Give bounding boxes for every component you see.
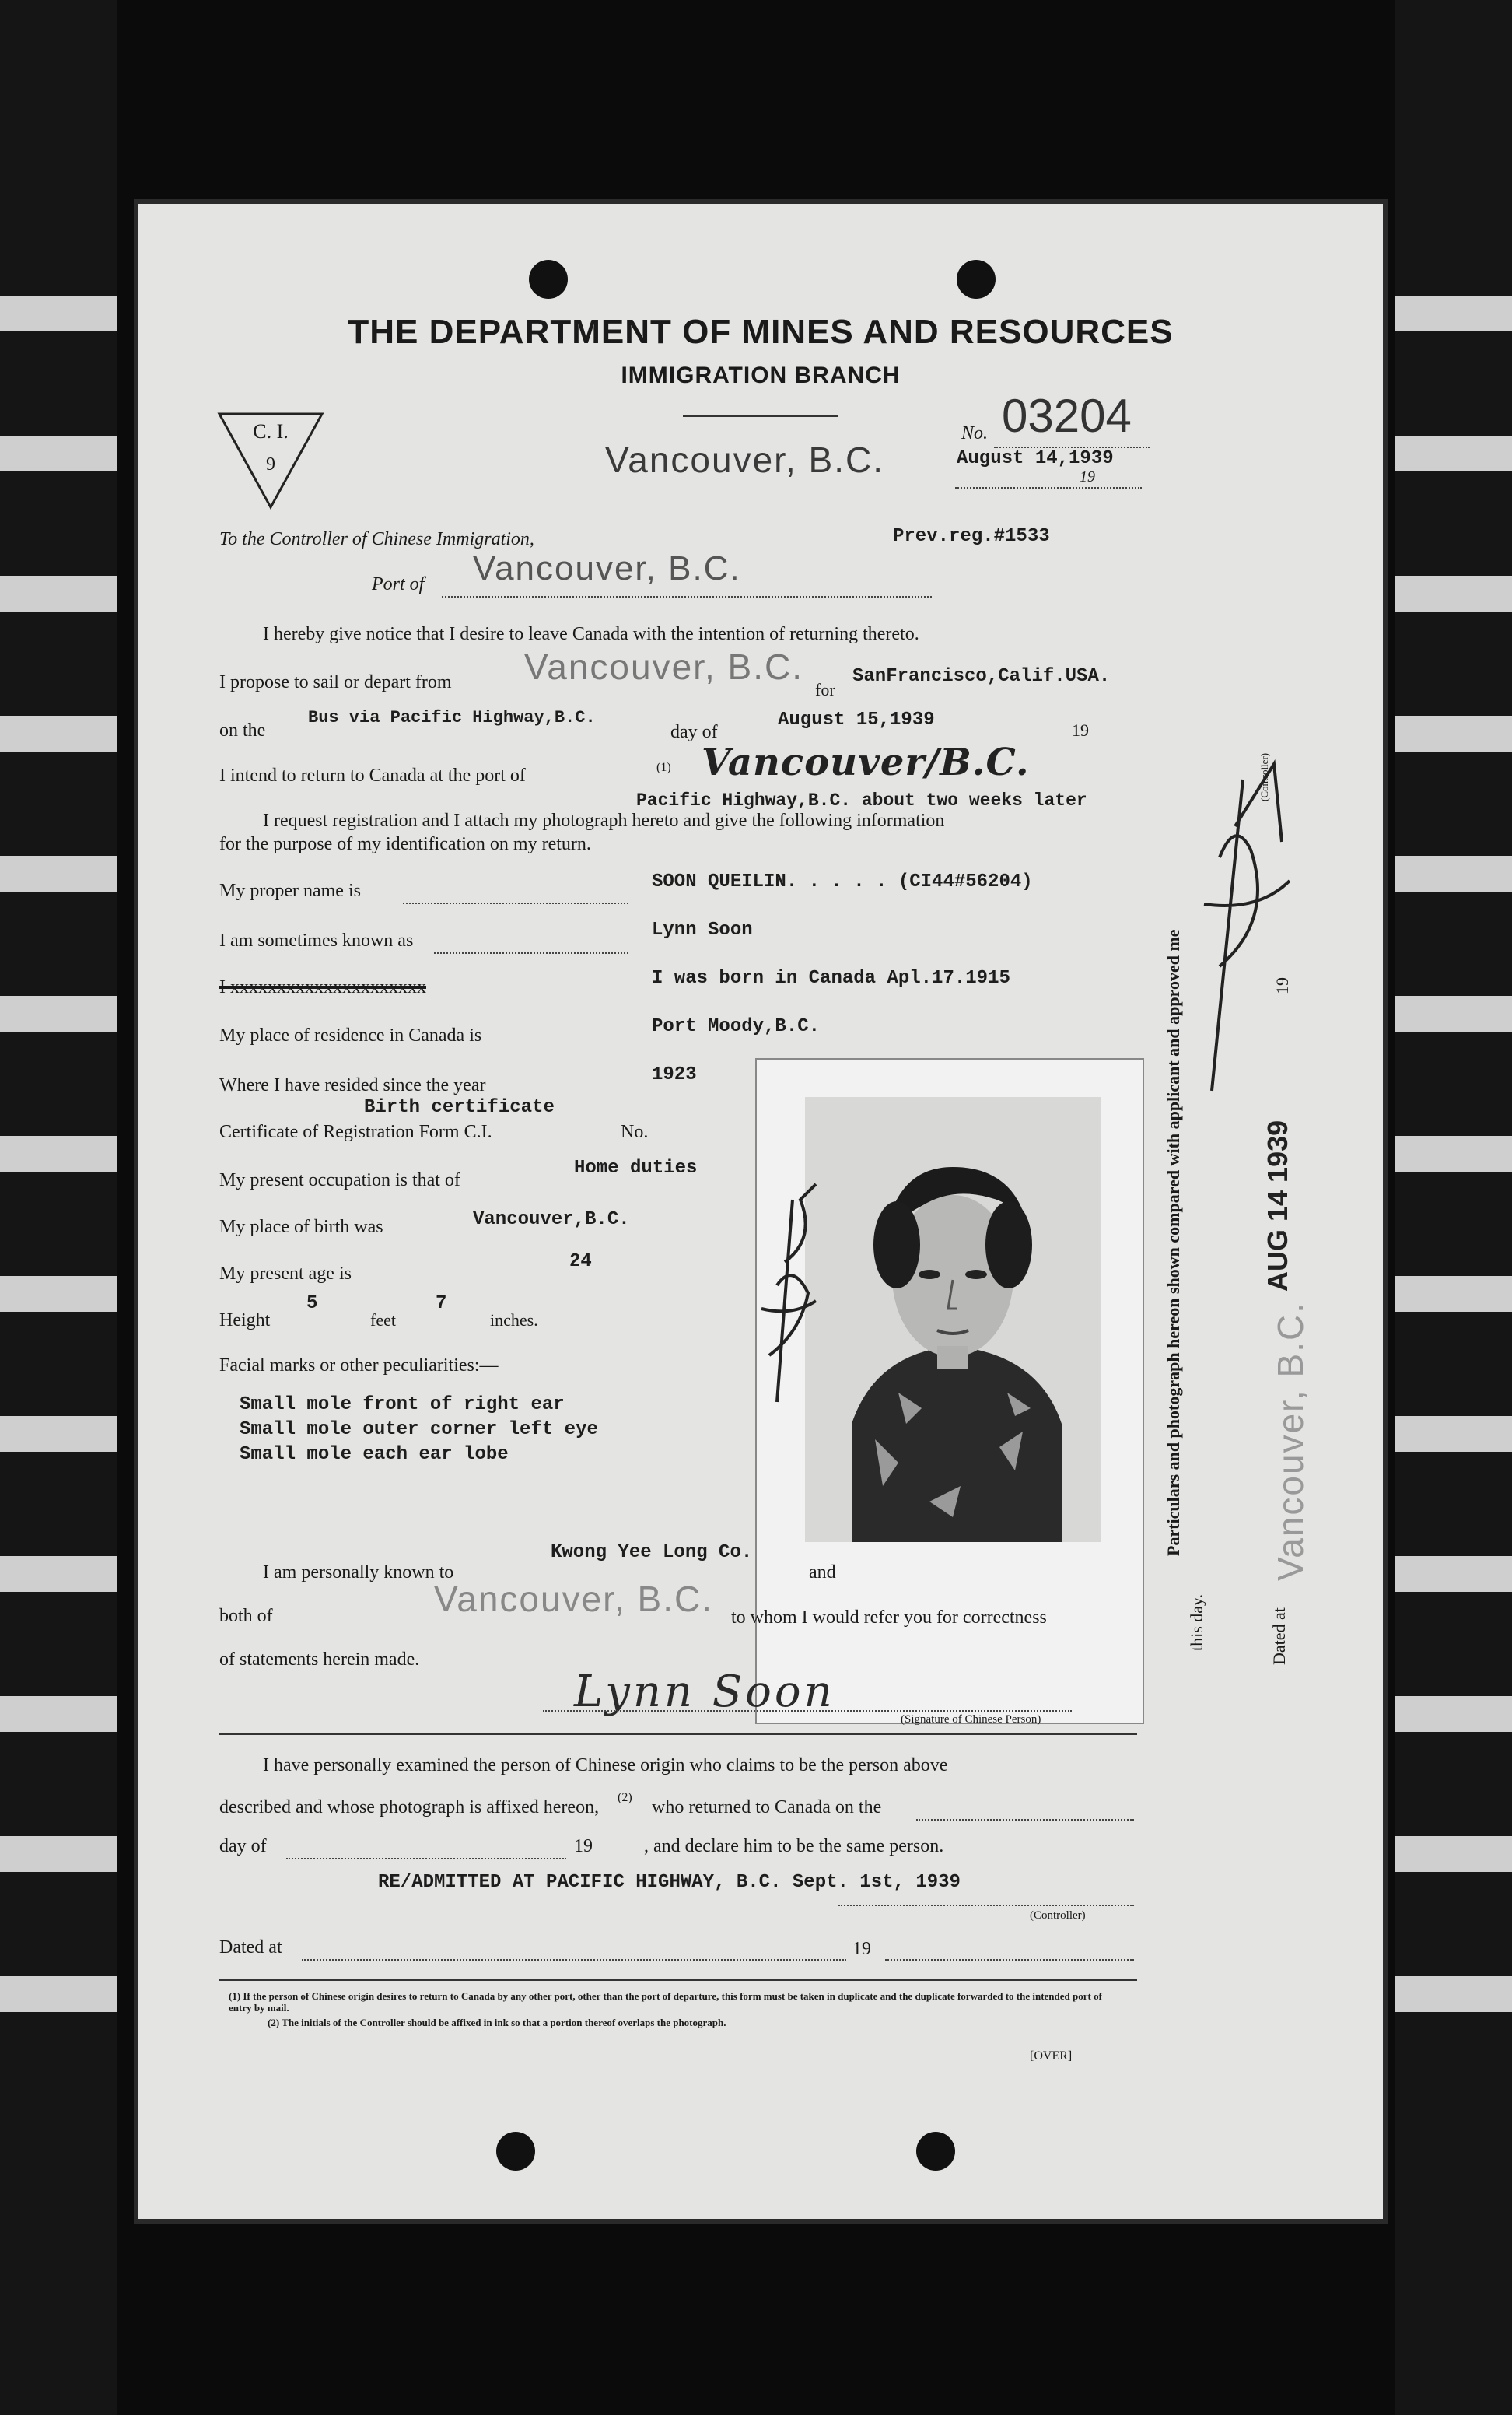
dated-label: Dated at	[219, 1937, 282, 1958]
port-dots	[442, 596, 932, 598]
sail-label: I propose to sail or depart from	[219, 672, 452, 692]
request-line-1: I request registration and I attach my photograph hereto and give the following information	[263, 811, 945, 831]
field-value: Lynn Soon	[652, 920, 753, 941]
for-label: for	[815, 680, 835, 699]
form-code-top: C. I.	[253, 420, 289, 443]
feet-label: feet	[370, 1310, 396, 1330]
known-value: Kwong Yee Long Co.	[551, 1542, 753, 1563]
dated-year: 19	[852, 1939, 871, 1959]
return-port-handwritten: Vancouver/B.C.	[702, 741, 1030, 784]
side-place-stamp: Vancouver, B.C.	[1270, 1302, 1311, 1581]
on-the-label: on the	[219, 720, 266, 741]
birthplace-value: Vancouver,B.C.	[473, 1209, 630, 1230]
sail-from-stamp: Vancouver, B.C.	[524, 647, 803, 687]
refer-text: to whom I would refer you for correctness	[731, 1607, 1047, 1628]
footnote-rule	[219, 1979, 1137, 1981]
film-strip-left	[0, 0, 117, 2415]
number-label: No.	[961, 423, 989, 443]
applicant-photo	[805, 1097, 1101, 1542]
mark-line: Small mole front of right ear	[240, 1394, 565, 1415]
both-of-label: both of	[219, 1606, 273, 1626]
side-year: 19	[1272, 977, 1292, 994]
field-dots	[434, 952, 628, 954]
section-rule	[219, 1733, 1137, 1735]
known-place-stamp: Vancouver, B.C.	[434, 1579, 713, 1619]
height-inches: 7	[436, 1293, 447, 1314]
punch-hole	[916, 2132, 955, 2171]
examined-line-2b: who returned to Canada on the	[652, 1797, 882, 1817]
side-dated-at: Dated at	[1269, 1607, 1289, 1665]
field-value: I was born in Canada Apl.17.1915	[652, 968, 1010, 989]
destination: SanFrancisco,Calif.USA.	[852, 666, 1111, 687]
departure-date: August 15,1939	[778, 710, 935, 731]
height-label: Height	[219, 1310, 271, 1330]
year-prefix: 19	[1080, 468, 1095, 485]
header-rule	[683, 415, 838, 417]
field-label: My place of residence in Canada is	[219, 1025, 482, 1046]
field-value: Port Moody,B.C.	[652, 1016, 821, 1037]
returned-dots	[916, 1819, 1134, 1821]
age-value: 24	[569, 1251, 592, 1272]
port-stamp: Vancouver, B.C.	[473, 549, 741, 587]
punch-hole	[529, 260, 568, 299]
return-label: I intend to return to Canada at the port of	[219, 766, 526, 786]
field-label-struck: I xxxxxxxxxxxxxxxxxxxxx	[219, 977, 426, 997]
occupation-value: Home duties	[574, 1158, 698, 1179]
examined-day-label: day of	[219, 1836, 267, 1856]
request-line-2: for the purpose of my identification on my return.	[219, 834, 591, 854]
certificate-label: Certificate of Registration Form C.I.	[219, 1122, 492, 1142]
applicant-signature: Lynn Soon	[574, 1667, 835, 1717]
signature-dots	[543, 1710, 1072, 1712]
certificate-typed: Birth certificate	[364, 1097, 555, 1118]
age-label: My present age is	[219, 1264, 352, 1284]
departure-year: 19	[1072, 720, 1089, 740]
and-label: and	[809, 1562, 836, 1583]
birthplace-label: My place of birth was	[219, 1217, 383, 1237]
mark-line: Small mole each ear lobe	[240, 1444, 509, 1465]
field-label: I am sometimes known as	[219, 931, 414, 951]
branch-title: IMMIGRATION BRANCH	[621, 363, 901, 388]
known-label: I am personally known to	[263, 1562, 454, 1583]
vessel: Bus via Pacific Highway,B.C.	[308, 708, 596, 727]
return-note-mark: (1)	[656, 761, 671, 774]
notice-line: I hereby give notice that I desire to leave Canada with the intention of returning thereto.	[263, 624, 919, 644]
form-code-bottom: 9	[266, 454, 275, 475]
day-of-label: day of	[670, 722, 718, 742]
issue-date: August 14,1939	[957, 448, 1114, 469]
to-controller: To the Controller of Chinese Immigration,	[219, 529, 534, 549]
immigration-form	[138, 204, 1383, 2219]
mark-line: Small mole outer corner left eye	[240, 1419, 598, 1440]
height-feet: 5	[306, 1293, 318, 1314]
examined-line-1: I have personally examined the person of Chinese origin who claims to be the person above	[263, 1755, 948, 1775]
side-this-day: this day.	[1187, 1593, 1206, 1651]
side-controller: (Controller)	[1258, 752, 1270, 801]
inches-label: inches.	[490, 1310, 538, 1330]
certificate-no-label: No.	[621, 1122, 649, 1142]
examined-declare: , and declare him to be the same person.	[644, 1836, 944, 1856]
port-label: Port of	[372, 574, 425, 594]
examined-year: 19	[574, 1836, 593, 1856]
signature-caption: (Signature of Chinese Person)	[901, 1713, 1041, 1726]
occupation-label: My present occupation is that of	[219, 1170, 460, 1190]
dated-dots	[302, 1959, 846, 1961]
field-label: Where I have resided since the year	[219, 1075, 486, 1095]
footnote-2: (2) The initials of the Controller should be affixed in ink so that a portion thereof overlaps the photograph.	[268, 2017, 726, 2028]
marks-label: Facial marks or other peculiarities:—	[219, 1355, 499, 1376]
readmitted-stamp: RE/ADMITTED AT PACIFIC HIGHWAY, B.C. Sept. 1st, 1939	[378, 1872, 961, 1893]
punch-hole	[957, 260, 996, 299]
side-date-stamp: AUG 14 1939	[1262, 1120, 1293, 1292]
day-dots	[286, 1858, 566, 1859]
form-number: 03204	[1002, 390, 1132, 442]
controller-dots	[838, 1905, 1134, 1906]
previous-registration: Prev.reg.#1533	[893, 526, 1050, 547]
department-title: THE DEPARTMENT OF MINES AND RESOURCES	[348, 313, 1174, 351]
dated-year-dots	[885, 1959, 1134, 1961]
field-dots	[403, 903, 628, 904]
over-label: [OVER]	[1030, 2049, 1073, 2063]
side-particulars: Particulars and photograph hereon shown compared with applicant and approved me	[1164, 929, 1183, 1556]
controller-caption: (Controller)	[1030, 1909, 1086, 1922]
film-strip-right	[1395, 0, 1512, 2415]
field-value: SOON QUEILIN. . . . . (CI44#56204)	[652, 871, 1033, 892]
statements-label: of statements herein made.	[219, 1649, 420, 1670]
examined-line-2a: described and whose photograph is affixed hereon,	[219, 1797, 600, 1817]
examined-mark: (2)	[618, 1791, 632, 1804]
punch-hole	[496, 2132, 535, 2171]
return-typed: Pacific Highway,B.C. about two weeks later	[636, 790, 1087, 811]
controller-initials	[746, 1169, 831, 1425]
side-controller-initials	[1188, 733, 1297, 1106]
footnote-1: (1) If the person of Chinese origin desires to return to Canada by any other port, other than the port of departure, this form must be taken in duplicate and the duplicate forwarded to the intended port of entry by mail.	[229, 1990, 1102, 2014]
place-stamp: Vancouver, B.C.	[605, 440, 884, 480]
field-value: 1923	[652, 1064, 697, 1085]
date-dots	[955, 487, 1142, 489]
field-label: My proper name is	[219, 881, 361, 901]
